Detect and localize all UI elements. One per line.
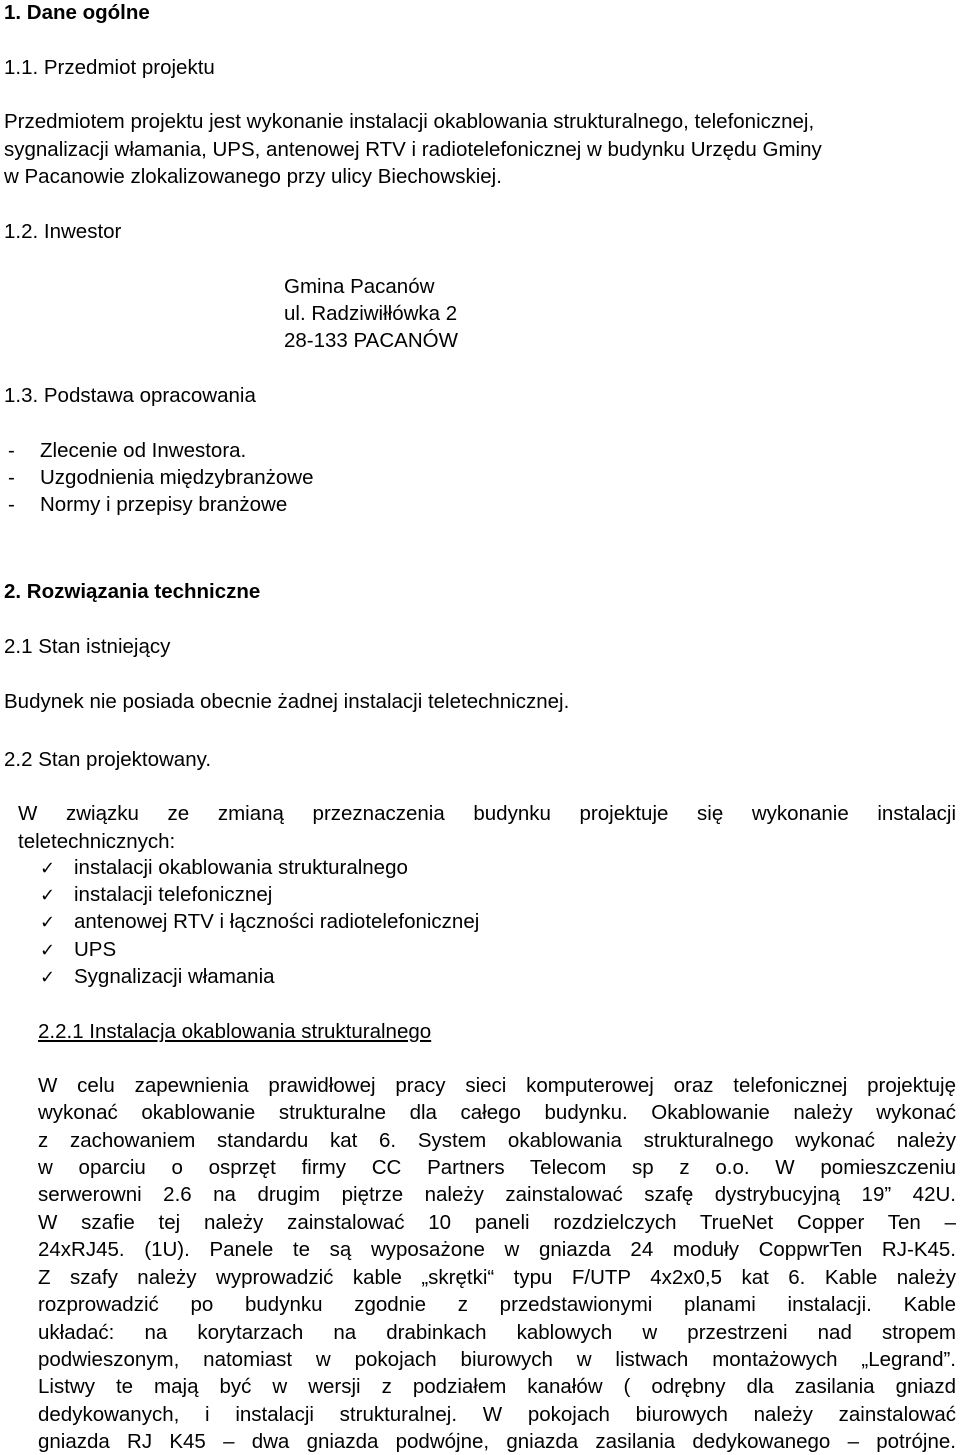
- list-item-text: Uzgodnienia międzybranżowe: [40, 466, 314, 489]
- section-2-2-1-heading: 2.2.1 Instalacja okablowania strukturalnego: [38, 1020, 432, 1043]
- paragraph-line: gniazda RJ K45 – dwa gniazda podwójne, gniazda zasilania dedykowanego – potrójne.: [38, 1430, 956, 1453]
- checklist-item: [40, 908, 479, 936]
- investor-name: Gmina Pacanów: [284, 275, 435, 298]
- paragraph-line: z zachowaniem standardu kat 6. System okablowania strukturalnego wykonać należy: [38, 1129, 956, 1152]
- list-item: [8, 464, 314, 491]
- paragraph-line: Przedmiotem projektu jest wykonanie instalacji okablowania strukturalnego, telefonicznej,: [4, 110, 815, 133]
- paragraph-line: W związku ze zmianą przeznaczenia budynku projektuje się wykonanie instalacji: [18, 802, 956, 825]
- investor-city: 28-133 PACANÓW: [284, 329, 458, 352]
- paragraph-line: sygnalizacji włamania, UPS, antenowej RTV i radiotelefonicznej w budynku Urzędu Gminy: [4, 138, 822, 161]
- checklist-item: [40, 881, 272, 909]
- paragraph-line: serwerowni 2.6 na drugim piętrze należy zainstalować szafę dystrybucyjną 19” 42U.: [38, 1183, 956, 1206]
- checklist-item-text: instalacji okablowania strukturalnego: [74, 856, 408, 879]
- paragraph-line: 24xRJ45. (1U). Panele te są wyposażone w gniazda 24 moduły CoppwrTen RJ-K45.: [38, 1238, 956, 1261]
- checklist-item-text: Sygnalizacji włamania: [74, 965, 275, 988]
- section-2-heading: 2. Rozwiązania techniczne: [4, 580, 261, 603]
- checklist-item: [40, 963, 275, 991]
- checklist-item: [40, 936, 116, 964]
- checklist-item: [40, 854, 408, 882]
- paragraph-line: dedykowanych, i instalacji strukturalnej. W pokojach biurowych należy zainstalować: [38, 1403, 956, 1426]
- paragraph-line: rozprowadzić po budynku zgodnie z przedstawionymi planami instalacji. Kable: [38, 1293, 956, 1316]
- paragraph-line: podwieszonym, natomiast w pokojach biurowych w listwach montażowych „Legrand”.: [38, 1348, 956, 1371]
- paragraph-line: w oparciu o osprzęt firmy CC Partners Telecom sp z o.o. W pomieszczeniu: [38, 1156, 956, 1179]
- checklist-item-text: antenowej RTV i łączności radiotelefonicznej: [74, 910, 480, 933]
- paragraph-line: W szafie tej należy zainstalować 10 paneli rozdzielczych TrueNet Copper Ten –: [38, 1211, 956, 1234]
- dash-bullet: -: [8, 466, 15, 489]
- list-item-text: Zlecenie od Inwestora.: [40, 439, 247, 462]
- section-2-2-heading: 2.2 Stan projektowany.: [4, 748, 212, 771]
- paragraph-line: W celu zapewnienia prawidłowej pracy sieci komputerowej oraz telefonicznej projektuję: [38, 1074, 956, 1097]
- list-item-text: Normy i przepisy branżowe: [40, 493, 288, 516]
- checklist-item-text: instalacji telefonicznej: [74, 883, 273, 906]
- checkmark-icon: ✓: [40, 967, 56, 988]
- investor-street: ul. Radziwiłłówka 2: [284, 302, 458, 325]
- paragraph-line: teletechnicznych:: [18, 830, 176, 853]
- list-item: [8, 437, 246, 464]
- section-2-1-heading: 2.1 Stan istniejący: [4, 635, 171, 658]
- section-1-1-heading: 1.1. Przedmiot projektu: [4, 56, 215, 79]
- paragraph-line: Z szafy należy wyprowadzić kable „skrętki“ typu F/UTP 4x2x0,5 kat 6. Kable należy: [38, 1266, 956, 1289]
- paragraph-line: Budynek nie posiada obecnie żadnej instalacji teletechnicznej.: [4, 690, 570, 713]
- checkmark-icon: ✓: [40, 912, 56, 933]
- dash-bullet: -: [8, 493, 15, 516]
- paragraph-line: wykonać okablowanie strukturalne dla całego budynku. Okablowanie należy wykonać: [38, 1101, 956, 1124]
- checklist-item-text: UPS: [74, 938, 117, 961]
- paragraph-line: Listwy te mają być w wersji z podziałem kanałów ( odrębny dla zasilania gniazd: [38, 1375, 956, 1398]
- list-item: [8, 491, 287, 518]
- paragraph-line: układać: na korytarzach na drabinkach kablowych w przestrzeni nad stropem: [38, 1321, 956, 1344]
- checkmark-icon: ✓: [40, 885, 56, 906]
- checkmark-icon: ✓: [40, 858, 56, 879]
- checkmark-icon: ✓: [40, 940, 56, 961]
- section-1-3-heading: 1.3. Podstawa opracowania: [4, 384, 256, 407]
- section-1-2-heading: 1.2. Inwestor: [4, 220, 122, 243]
- paragraph-line: w Pacanowie zlokalizowanego przy ulicy Biechowskiej.: [4, 165, 502, 188]
- dash-bullet: -: [8, 439, 15, 462]
- section-1-heading: 1. Dane ogólne: [4, 1, 150, 24]
